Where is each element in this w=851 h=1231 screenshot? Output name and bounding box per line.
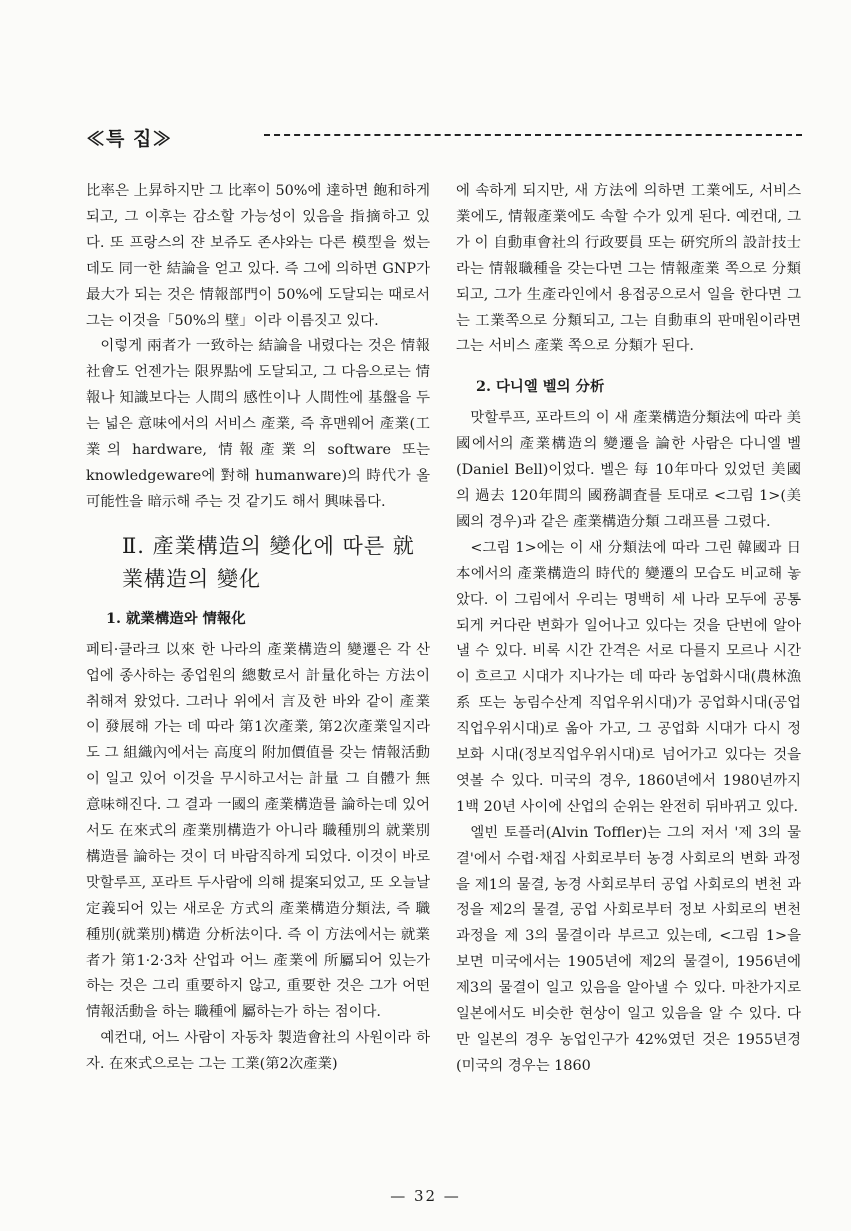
- page-number: — 32 —: [390, 1187, 461, 1205]
- section-heading: Ⅱ. 產業構造의 變化에 따른 就業構造의 變化: [122, 533, 415, 591]
- right-column: [456, 179, 801, 1080]
- header-divider: [264, 134, 802, 136]
- page-header: [86, 124, 802, 154]
- paragraph: 이렇게 兩者가 一致하는 結論을 내렸다는 것은 情報社會도 언젠가는 限界點에 도달되고, 그 다음으로는 情報나 知識보다는 人間의 感性이나 人間性에 基盤을 두는 넓은 意味에서의 서비스 產業, 즉 휴맨웨어 產業(工業의 hardware, 情報產業의 software 또는 knowledgeware에 對해 humanware)의 時代가 올 可能性을 暗示해 주는 것 같기도 해서 興味롭다.: [86, 338, 430, 510]
- paragraph: 예컨대, 어느 사람이 자동차 製造會社의 사원이라 하자. 在來式으로는 그는 工業(第2次產業): [86, 1030, 430, 1073]
- section-label: ≪특 집≫: [86, 128, 173, 150]
- paragraph: 에 속하게 되지만, 새 方法에 의하면 工業에도, 서비스業에도, 情報產業에도 속할 수가 있게 된다. 예컨대, 그가 이 自動車會社의 行政要員 또는 硏究所의 設計技士라는 情報職種을 갖는다면 그는 情報產業 쪽으로 分類되고, 그가 生產라인에서 용접공으로서 일을 한다면 그는 工業쪽으로 分類되고, 그는 自動車의 판매원이라면 그는 서비스 產業 쪽으로 分類가 된다.: [456, 183, 801, 355]
- paragraph: 페티·클라크 以來 한 나라의 產業構造의 變遷은 각 산업에 종사하는 종업원의 總數로서 計量化하는 方法이 취해져 왔었다. 그러나 위에서 言及한 바와 같이 產業이 發展해 가는 데 따라 第1次產業, 第2次產業일지라도 그 組織內에서는 高度의 附加價值를 갖는 情報活動이 일고 있어 이것을 무시하고서는 計量 그 自體가 無意味해진다. 그 결과 一國의 產業構造를 論하는데 있어서도 在來式의 產業別構造가 아니라 職種別의 就業別構造를 論하는 것이 더 바람직하게 되었다. 이것이 바로 맛할루프, 포라트 두사람에 의해 提案되었고, 또 오늘날 定義되어 있는 새로운 方式의 產業構造分類法, 즉 職種別(就業別)構造 分析法이다. 즉 이 方法에서는 就業者가 第1·2·3차 산업과 어느 產業에 所屬되어 있는가 하는 것은 그리 重要하지 않고, 重要한 것은 그가 어떤 情報活動을 하는 職種에 屬하는가 하는 점이다.: [86, 641, 430, 1021]
- subsection-heading: 2. 다니엘 벨의 分析: [476, 378, 605, 396]
- paragraph: 比率은 上昇하지만 그 比率이 50%에 達하면 飽和하게 되고, 그 이후는 감소할 가능성이 있음을 指摘하고 있다. 또 프랑스의 쟌 보쥬도 존샤와는 다른 模型을 썼는데도 同一한 結論을 얻고 있다. 즉 그에 의하면 GNP가 最大가 되는 것은 情報部門이 50%에 도달되는 때로서 그는 이것을「50%의 壁」이라 이름짓고 있다.: [86, 183, 430, 329]
- paragraph: 엘빈 토플러(Alvin Toffler)는 그의 저서 '제 3의 물결'에서 수렵·채집 사회로부터 농경 사회로의 변화 과정을 제1의 물결, 농경 사회로부터 공업 사회로의 변천 과정을 제2의 물결, 공업 사회로부터 정보 사회로의 변천 과정을 제 3의 물결이라 부르고 있는데, <그림 1>을 보면 미국에서는 1905년에 제2의 물결이, 1956년에 제3의 물결이 일고 있음을 알아낼 수 있다. 마찬가지로 일본에서도 비슷한 현상이 일고 있음을 알 수 있다. 다만 일본의 경우 농업인구가 42%였던 것은 1955년경(미국의 경우는 1860: [456, 824, 801, 1074]
- paragraph: 맛할루프, 포라트의 이 새 產業構造分類法에 따라 美國에서의 產業構造의 變遷을 論한 사람은 다니엘 벨(Daniel Bell)이었다. 벨은 每 10年마다 있었던 美國의 過去 120年間의 國務調査를 토대로 <그림 1>(美國의 경우)과 같은 產業構造分類 그래프를 그렸다.: [456, 410, 801, 530]
- left-column: [86, 179, 430, 1078]
- subsection-heading: 1. 就業構造와 情報化: [106, 609, 246, 627]
- paragraph: <그림 1>에는 이 새 分類法에 따라 그린 韓國과 日本에서의 產業構造의 時代的 變遷의 모습도 비교해 놓았다. 이 그림에서 우리는 명백히 세 나라 모두에 공통되게 커다란 변화가 일어나고 있다는 것을 단번에 알아낼 수 있다. 비록 시간 간격은 서로 다를지 모르나 시간이 흐르고 시대가 지나가는 데 따라 농업화시대(農林漁系 또는 농림수산계 직업우위시대)가 공업화시대(공업직업우위시대)로 옮아 가고, 그 공업화 시대가 다시 정보화 시대(정보직업우위시대)로 넘어가고 있다는 것을 엿볼 수 있다. 미국의 경우, 1860년에서 1980년까지 1백 20년 사이에 산업의 순위는 완전히 뒤바뀌고 있다.: [456, 539, 801, 815]
